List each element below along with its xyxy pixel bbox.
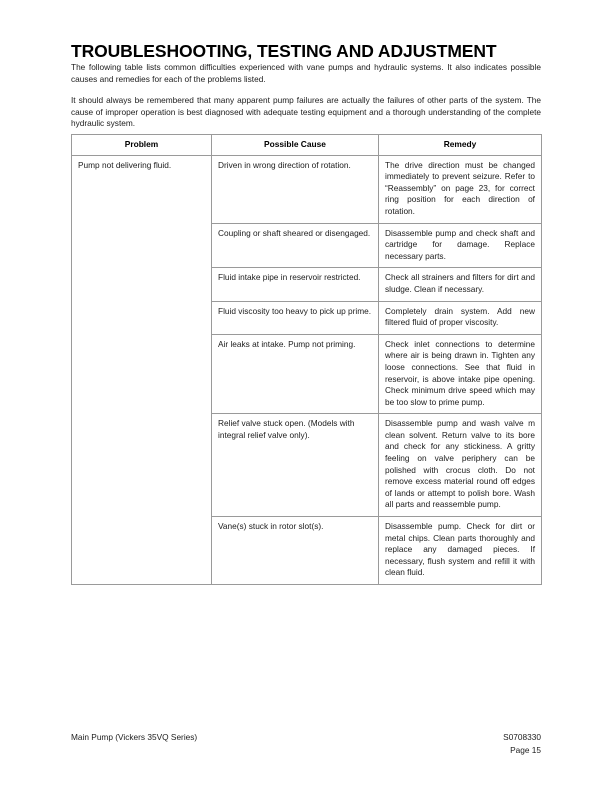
footer-meta	[503, 731, 541, 756]
page-title: TROUBLESHOOTING, TESTING AND ADJUSTMENT	[71, 40, 497, 61]
cause-cell: Fluid intake pipe in reservoir restricted.	[212, 268, 379, 301]
intro-paragraph-1: The following table lists common difficulties experienced with vane pumps and hydraulic systems. It also indicates possible causes and remedies for each of the problems listed.	[71, 62, 541, 84]
table-row	[72, 155, 542, 223]
remedy-cell: Completely drain system. Add new filtered fluid of proper viscosity.	[379, 301, 542, 334]
troubleshooting-table-wrapper	[71, 134, 541, 585]
table-header-row	[72, 135, 542, 156]
column-header-problem: Problem	[72, 135, 212, 156]
footer-product-label: Main Pump (Vickers 35VQ Series)	[71, 732, 198, 742]
troubleshooting-table	[71, 134, 542, 585]
remedy-cell: Disassemble pump and wash valve m clean solvent. Return valve to its bore and check for any stickiness. A gritty feeling on valve periphery can be polished with crocus cloth. Do not remove excess material round off edges of lands or attempt to polish bore. Wash all parts and reassemble pump.	[379, 414, 542, 517]
footer-document-number: S0708330	[503, 732, 541, 742]
cause-cell: Coupling or shaft sheared or disengaged.	[212, 223, 379, 268]
column-header-remedy: Remedy	[379, 135, 542, 156]
remedy-cell: Check all strainers and filters for dirt and sludge. Clean if necessary.	[379, 268, 542, 301]
column-header-possible-cause: Possible Cause	[212, 135, 379, 156]
cause-cell: Air leaks at intake. Pump not priming.	[212, 334, 379, 414]
problem-cell: Pump not delivering fluid.	[72, 155, 212, 584]
cause-cell: Fluid viscosity too heavy to pick up prime.	[212, 301, 379, 334]
intro-paragraph-2: It should always be remembered that many apparent pump failures are actually the failures of other parts of the system. The cause of improper operation is best diagnosed with adequate testing equipment and a thorough understanding of the complete hydraulic system.	[71, 95, 541, 129]
remedy-cell: The drive direction must be changed immediately to prevent seizure. Refer to “Reassembly” on page 23, for correct ring position for each direction of rotation.	[379, 155, 542, 223]
cause-cell: Relief valve stuck open. (Models with integral relief valve only).	[212, 414, 379, 517]
intro-section	[71, 62, 541, 140]
cause-cell: Vane(s) stuck in rotor slot(s).	[212, 517, 379, 585]
remedy-cell: Check inlet connections to determine where air is being drawn in. Tighten any loose connections. See that fluid in reservoir, is above intake pipe opening. Check minimum drive speed which may be too slow to prime pump.	[379, 334, 542, 414]
remedy-cell: Disassemble pump and check shaft and cartridge for damage. Replace necessary parts.	[379, 223, 542, 268]
remedy-cell: Disassemble pump. Check for dirt or metal chips. Clean parts thoroughly and replace any damaged pieces. If necessary, flush system and refill it with clean fluid.	[379, 517, 542, 585]
cause-cell: Driven in wrong direction of rotation.	[212, 155, 379, 223]
footer-page-number: Page 15	[510, 744, 541, 755]
